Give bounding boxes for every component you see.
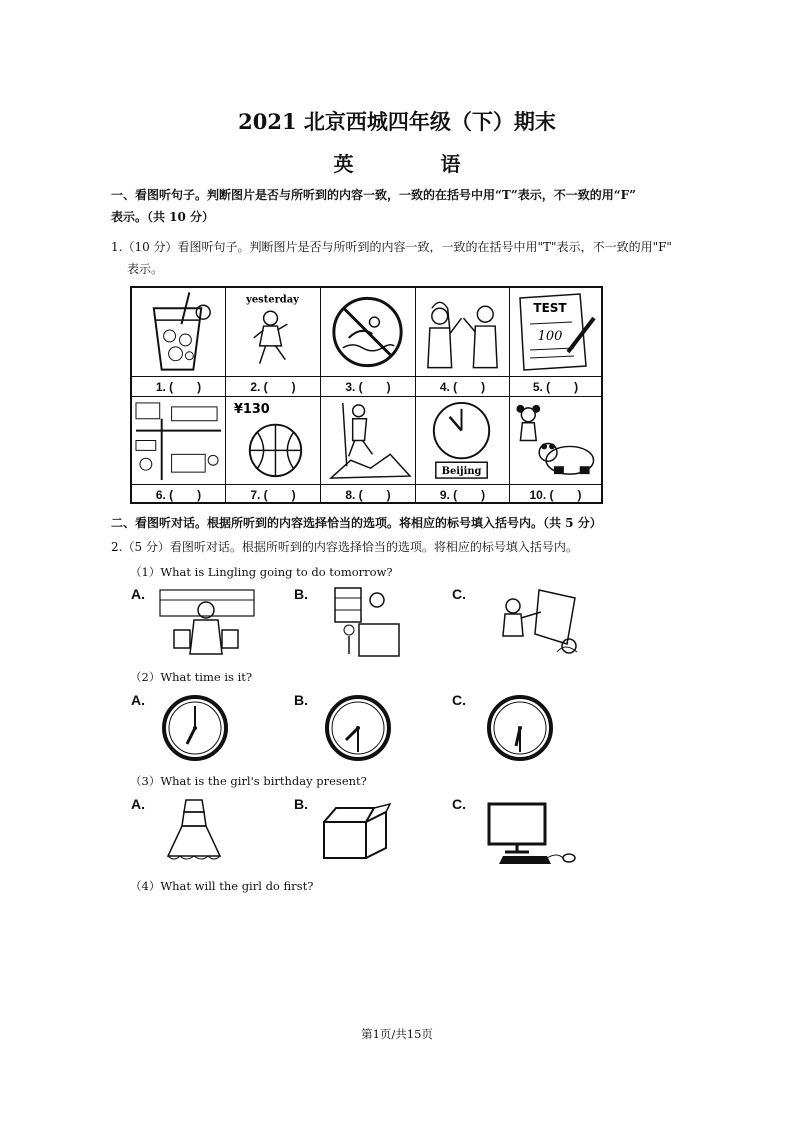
grid-cell-9 [416, 396, 510, 484]
basketball-icon [226, 397, 320, 484]
question-2-instruction: 2.（5 分）看图听对话。根据所听到的内容选择恰当的选项。将相应的标号填入括号内。 [111, 540, 578, 554]
test-score: 100 [537, 329, 563, 344]
answer-slot-3[interactable]: 3. ( ) [321, 376, 416, 396]
grid-cell-1 [132, 288, 226, 376]
hiking-icon [321, 397, 415, 484]
question-1-line2: 表示。 [127, 262, 164, 276]
page-title: 2021 北京西城四年级（下）期末 [238, 109, 556, 134]
sub-question-4: （4）What will the girl do first? [130, 879, 314, 893]
grid-cell-7 [226, 396, 321, 484]
sq1-option-c[interactable]: C. [452, 586, 466, 602]
koala-panda-icon [510, 397, 601, 484]
box-icon [318, 802, 392, 860]
caption-yesterday: yesterday [246, 294, 299, 306]
subject-title: 英 语 [333, 152, 501, 176]
clock-seven-icon [161, 694, 229, 762]
sq2-option-c[interactable]: C. [452, 692, 466, 708]
answer-slot-2[interactable]: 2. ( ) [226, 376, 321, 396]
answer-slot-10[interactable]: 10. ( ) [510, 484, 601, 504]
shopping-girl-icon [158, 586, 256, 658]
sq3-option-c[interactable]: C. [452, 796, 466, 812]
section1-heading-line1: 一、看图听句子。判断图片是否与所听到的内容一致，一致的在括号中用“T”表示，不一致的用“F” [111, 188, 637, 202]
section1-heading-line2: 表示。（共 10 分） [111, 210, 215, 224]
section1-heading [111, 184, 691, 228]
caption-test: TEST [533, 301, 567, 315]
grid-cell-5 [510, 288, 601, 376]
caption-beijing: Beijing [441, 466, 482, 478]
girl-painting-icon [495, 586, 583, 658]
sub-question-1: （1）What is Lingling going to do tomorrow? [130, 565, 393, 579]
girl-running-icon [226, 288, 320, 376]
section2-heading: 二、看图听对话。根据所听到的内容选择恰当的选项。将相应的标号填入括号内。（共 5 分） [111, 516, 602, 530]
sq1-option-a[interactable]: A. [131, 586, 145, 602]
caption-price: ¥130 [233, 401, 270, 417]
high-five-icon [416, 288, 509, 376]
sq3-option-b[interactable]: B. [294, 796, 308, 812]
no-swimming-icon [321, 288, 415, 376]
grid-cell-3 [321, 288, 416, 376]
test-paper-icon [510, 288, 601, 376]
answer-slot-8[interactable]: 8. ( ) [321, 484, 416, 504]
grid-cell-6 [132, 396, 226, 484]
clock-six-half-icon [486, 694, 554, 762]
library-reading-icon [333, 586, 401, 658]
grid-cell-4 [416, 288, 510, 376]
computer-icon [485, 802, 579, 866]
question-1-line1: 1.（10 分）看图听句子。判断图片是否与所听到的内容一致，一致的在括号中用"T"表示，不一致的用"F" [111, 240, 672, 254]
answer-slot-6[interactable]: 6. ( ) [132, 484, 226, 504]
town-map-icon [132, 397, 225, 484]
answer-slot-7[interactable]: 7. ( ) [226, 484, 321, 504]
drink-icon [132, 288, 225, 376]
sq2-option-b[interactable]: B. [294, 692, 308, 708]
sq1-option-b[interactable]: B. [294, 586, 308, 602]
grid-cell-2 [226, 288, 321, 376]
grid-cell-10 [510, 396, 601, 484]
answer-slot-4[interactable]: 4. ( ) [416, 376, 510, 396]
grid-cell-8 [321, 396, 416, 484]
answer-slot-5[interactable]: 5. ( ) [510, 376, 601, 396]
clock-seven-half-icon [324, 694, 392, 762]
page-footer: 第1页/共15页 [361, 1027, 433, 1041]
answer-slot-9[interactable]: 9. ( ) [416, 484, 510, 504]
sq2-option-a[interactable]: A. [131, 692, 145, 708]
picture-grid [130, 286, 603, 504]
dress-icon [166, 796, 222, 864]
sub-question-3: （3）What is the girl's birthday present? [130, 774, 367, 788]
sq3-option-a[interactable]: A. [131, 796, 145, 812]
sub-question-2: （2）What time is it? [130, 670, 253, 684]
clock-icon [416, 397, 509, 484]
question-1-instruction [111, 236, 691, 280]
answer-slot-1[interactable]: 1. ( ) [132, 376, 226, 396]
